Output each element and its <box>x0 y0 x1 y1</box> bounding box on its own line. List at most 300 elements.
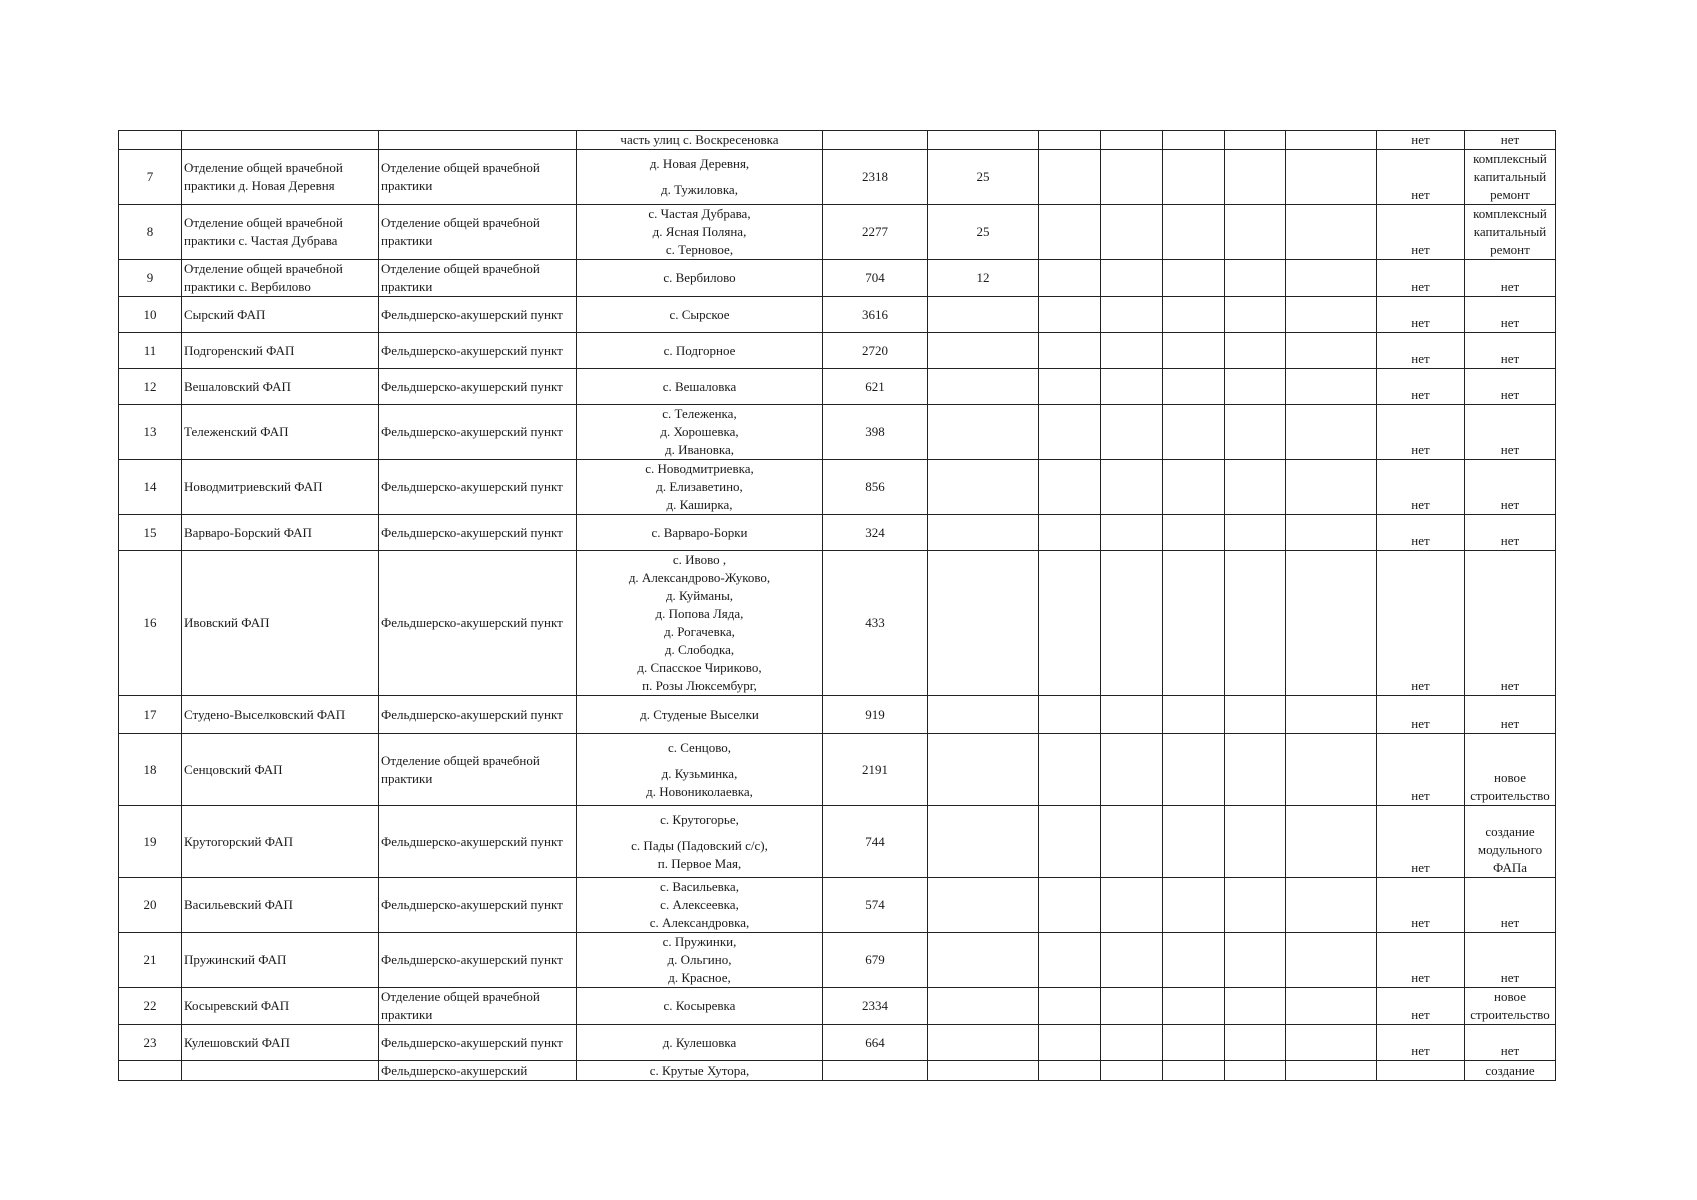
empty-cell <box>1039 369 1101 405</box>
row-number: 11 <box>119 333 182 369</box>
facility-name: Тележенский ФАП <box>182 405 379 460</box>
facility-name: Косыревский ФАП <box>182 988 379 1025</box>
settlement-name: д. Слободка, <box>664 642 735 657</box>
beds-count <box>928 1025 1039 1061</box>
planned-action <box>1465 460 1556 515</box>
empty-cell <box>1286 260 1377 297</box>
empty-cell <box>1101 205 1163 260</box>
settlement-name: с. Сенцово, <box>667 739 732 755</box>
table-row <box>119 933 1556 988</box>
facility-type: Фельдшерско-акушерский пункт <box>379 878 577 933</box>
beds-count <box>928 696 1039 734</box>
settlement-name: д. Хорошевка, <box>660 424 739 439</box>
table-row <box>119 260 1556 297</box>
planned-action <box>1465 515 1556 551</box>
table-row <box>119 131 1556 150</box>
empty-cell <box>1101 551 1163 696</box>
settlement-name: с. Частая Дубрава, <box>648 206 751 221</box>
beds-count <box>928 1061 1039 1081</box>
empty-cell <box>1286 205 1377 260</box>
settlements-cell <box>577 878 823 933</box>
empty-cell <box>1101 1061 1163 1081</box>
empty-cell <box>1225 988 1286 1025</box>
empty-cell <box>1039 297 1101 333</box>
planned-action-line: ремонт <box>1490 187 1530 202</box>
row-number: 18 <box>119 734 182 806</box>
empty-cell <box>1286 1025 1377 1061</box>
empty-cell <box>1225 551 1286 696</box>
empty-cell <box>1039 933 1101 988</box>
facility-name <box>182 1061 379 1081</box>
empty-cell <box>1101 806 1163 878</box>
row-number: 14 <box>119 460 182 515</box>
empty-cell <box>1163 131 1225 150</box>
exists-value: нет <box>1377 1025 1465 1061</box>
settlement-name: с. Вешаловка <box>662 378 737 394</box>
empty-cell <box>1225 460 1286 515</box>
population-count: 2720 <box>823 333 928 369</box>
row-number: 7 <box>119 150 182 205</box>
beds-count <box>928 297 1039 333</box>
facility-name: Васильевский ФАП <box>182 878 379 933</box>
empty-cell <box>1225 369 1286 405</box>
row-number: 21 <box>119 933 182 988</box>
empty-cell <box>1163 696 1225 734</box>
empty-cell <box>1039 150 1101 205</box>
settlement-name: д. Тужиловка, <box>661 182 738 197</box>
empty-cell <box>1225 205 1286 260</box>
planned-action-line: нет <box>1500 497 1520 512</box>
planned-action-line: новое <box>1494 770 1526 785</box>
empty-cell <box>1101 297 1163 333</box>
settlement-name: д. Куйманы, <box>665 588 734 603</box>
facility-name: Отделение общей врачебной практики с. Вербилово <box>182 260 379 297</box>
settlement-name: д. Александрово-Жуково, <box>628 570 771 585</box>
settlement-name: с. Пады (Падовский с/с), <box>631 837 768 853</box>
beds-count: 25 <box>928 150 1039 205</box>
empty-cell <box>1286 515 1377 551</box>
table-row <box>119 1025 1556 1061</box>
facility-type: Фельдшерско-акушерский пункт <box>379 460 577 515</box>
empty-cell <box>1101 1025 1163 1061</box>
population-count: 704 <box>823 260 928 297</box>
settlement-name: с. Тележенка, <box>662 406 737 421</box>
population-count: 574 <box>823 878 928 933</box>
beds-count <box>928 131 1039 150</box>
table-body <box>119 131 1556 1081</box>
population-count: 919 <box>823 696 928 734</box>
empty-cell <box>1163 988 1225 1025</box>
empty-cell <box>1286 551 1377 696</box>
empty-cell <box>1101 988 1163 1025</box>
empty-cell <box>1163 460 1225 515</box>
table-row <box>119 696 1556 734</box>
beds-count: 12 <box>928 260 1039 297</box>
planned-action-line: нет <box>1500 315 1520 330</box>
beds-count <box>928 333 1039 369</box>
empty-cell <box>1163 297 1225 333</box>
table-row <box>119 333 1556 369</box>
table-row <box>119 205 1556 260</box>
population-count: 2318 <box>823 150 928 205</box>
empty-cell <box>1101 933 1163 988</box>
settlements-cell <box>577 696 823 734</box>
facility-name: Варваро-Борский ФАП <box>182 515 379 551</box>
empty-cell <box>1039 515 1101 551</box>
exists-value: нет <box>1377 205 1465 260</box>
empty-cell <box>1101 369 1163 405</box>
population-count: 664 <box>823 1025 928 1061</box>
planned-action <box>1465 297 1556 333</box>
settlement-name: д. Новониколаевка, <box>646 783 753 799</box>
facility-type: Фельдшерско-акушерский пункт <box>379 515 577 551</box>
planned-action-line: нет <box>1500 442 1520 457</box>
empty-cell <box>1225 878 1286 933</box>
row-number <box>119 1061 182 1081</box>
row-number <box>119 131 182 150</box>
empty-cell <box>1101 150 1163 205</box>
settlement-name: с. Александровка, <box>649 915 750 930</box>
planned-action-line: нет <box>1500 716 1520 731</box>
empty-cell <box>1039 333 1101 369</box>
planned-action <box>1465 405 1556 460</box>
facility-type: Отделение общей врачебной практики <box>379 205 577 260</box>
planned-action-line: строительство <box>1470 1007 1550 1022</box>
planned-action-line: новое <box>1494 989 1526 1004</box>
page-bottom-margin <box>0 1082 1697 1200</box>
settlements-cell <box>577 988 823 1025</box>
row-number: 8 <box>119 205 182 260</box>
facility-name: Отделение общей врачебной практики с. Частая Дубрава <box>182 205 379 260</box>
planned-action-line: капитальный <box>1473 224 1547 239</box>
facility-name: Сырский ФАП <box>182 297 379 333</box>
settlements-cell <box>577 515 823 551</box>
settlement-name: д. Новая Деревня, <box>649 156 750 171</box>
planned-action <box>1465 205 1556 260</box>
beds-count: 25 <box>928 205 1039 260</box>
exists-value: нет <box>1377 369 1465 405</box>
facility-type <box>379 131 577 150</box>
planned-action-line: нет <box>1500 351 1520 366</box>
facility-name: Пружинский ФАП <box>182 933 379 988</box>
row-number: 22 <box>119 988 182 1025</box>
facility-type: Фельдшерско-акушерский пункт <box>379 806 577 878</box>
empty-cell <box>1286 369 1377 405</box>
empty-cell <box>1101 131 1163 150</box>
settlement-name: д. Рогачевка, <box>664 624 735 639</box>
population-count: 856 <box>823 460 928 515</box>
empty-cell <box>1286 131 1377 150</box>
empty-cell <box>1225 297 1286 333</box>
settlement-name: с. Варваро-Борки <box>651 524 748 540</box>
empty-cell <box>1163 515 1225 551</box>
beds-count <box>928 460 1039 515</box>
planned-action-line: комплексный <box>1473 206 1547 221</box>
empty-cell <box>1163 933 1225 988</box>
settlement-name: с. Подгорное <box>663 342 736 358</box>
facility-type: Фельдшерско-акушерский пункт <box>379 551 577 696</box>
facility-name: Сенцовский ФАП <box>182 734 379 806</box>
beds-count <box>928 806 1039 878</box>
empty-cell <box>1286 150 1377 205</box>
planned-action-line: строительство <box>1470 788 1550 803</box>
table-row <box>119 988 1556 1025</box>
empty-cell <box>1101 405 1163 460</box>
exists-value: нет <box>1377 460 1465 515</box>
settlement-name: д. Попова Ляда, <box>655 606 744 621</box>
empty-cell <box>1286 333 1377 369</box>
settlements-cell <box>577 734 823 806</box>
empty-cell <box>1225 933 1286 988</box>
beds-count <box>928 988 1039 1025</box>
beds-count <box>928 515 1039 551</box>
exists-value: нет <box>1377 405 1465 460</box>
table-row <box>119 806 1556 878</box>
exists-value: нет <box>1377 551 1465 696</box>
empty-cell <box>1225 131 1286 150</box>
exists-value: нет <box>1377 806 1465 878</box>
empty-cell <box>1163 260 1225 297</box>
row-number: 10 <box>119 297 182 333</box>
planned-action <box>1465 696 1556 734</box>
settlements-cell <box>577 297 823 333</box>
empty-cell <box>1163 734 1225 806</box>
exists-value: нет <box>1377 734 1465 806</box>
settlements-cell <box>577 150 823 205</box>
settlement-name: п. Розы Люксембург, <box>642 678 757 693</box>
population-count: 324 <box>823 515 928 551</box>
row-number: 13 <box>119 405 182 460</box>
planned-action <box>1465 150 1556 205</box>
empty-cell <box>1039 806 1101 878</box>
empty-cell <box>1225 696 1286 734</box>
population-count: 433 <box>823 551 928 696</box>
row-number: 15 <box>119 515 182 551</box>
row-number: 23 <box>119 1025 182 1061</box>
empty-cell <box>1163 333 1225 369</box>
empty-cell <box>1039 460 1101 515</box>
table-row <box>119 878 1556 933</box>
settlement-name: с. Крутогорье, <box>660 811 739 827</box>
beds-count <box>928 405 1039 460</box>
settlement-name: д. Кузьминка, <box>661 765 738 781</box>
planned-action-line: создание <box>1485 1063 1535 1078</box>
population-count: 2277 <box>823 205 928 260</box>
facility-type: Отделение общей врачебной практики <box>379 988 577 1025</box>
empty-cell <box>1163 551 1225 696</box>
empty-cell <box>1039 734 1101 806</box>
exists-value: нет <box>1377 297 1465 333</box>
beds-count <box>928 878 1039 933</box>
empty-cell <box>1225 150 1286 205</box>
settlement-name: п. Первое Мая, <box>657 855 742 871</box>
empty-cell <box>1163 1025 1225 1061</box>
settlement-name: с. Пружинки, <box>662 934 737 949</box>
settlements-cell <box>577 1025 823 1061</box>
beds-count <box>928 551 1039 696</box>
exists-value: нет <box>1377 696 1465 734</box>
planned-action-line: нет <box>1500 132 1520 147</box>
empty-cell <box>1039 696 1101 734</box>
empty-cell <box>1039 260 1101 297</box>
empty-cell <box>1039 988 1101 1025</box>
facility-type: Отделение общей врачебной практики <box>379 150 577 205</box>
planned-action <box>1465 988 1556 1025</box>
settlements-cell <box>577 460 823 515</box>
empty-cell <box>1286 405 1377 460</box>
settlement-name: с. Терновое, <box>665 242 734 257</box>
table-row <box>119 297 1556 333</box>
settlement-name: д. Ясная Поляна, <box>652 224 747 239</box>
settlement-name: д. Ивановка, <box>665 442 734 457</box>
settlement-name: д. Красное, <box>668 970 731 985</box>
population-count <box>823 131 928 150</box>
population-count: 679 <box>823 933 928 988</box>
table-row <box>119 150 1556 205</box>
facility-type: Отделение общей врачебной практики <box>379 734 577 806</box>
table-row <box>119 1061 1556 1081</box>
planned-action <box>1465 1061 1556 1081</box>
empty-cell <box>1101 260 1163 297</box>
settlements-cell <box>577 806 823 878</box>
planned-action-line: нет <box>1500 678 1520 693</box>
beds-count <box>928 369 1039 405</box>
empty-cell <box>1039 878 1101 933</box>
exists-value: нет <box>1377 878 1465 933</box>
empty-cell <box>1101 734 1163 806</box>
settlement-name: часть улиц с. Воскресеновка <box>620 132 779 147</box>
planned-action <box>1465 260 1556 297</box>
facility-type: Фельдшерско-акушерский пункт <box>379 333 577 369</box>
planned-action <box>1465 1025 1556 1061</box>
table-row <box>119 460 1556 515</box>
empty-cell <box>1225 333 1286 369</box>
empty-cell <box>1101 878 1163 933</box>
exists-value: нет <box>1377 150 1465 205</box>
facility-type: Отделение общей врачебной практики <box>379 260 577 297</box>
empty-cell <box>1101 515 1163 551</box>
empty-cell <box>1163 405 1225 460</box>
planned-action-line: создание <box>1485 824 1535 839</box>
empty-cell <box>1101 333 1163 369</box>
facility-name: Крутогорский ФАП <box>182 806 379 878</box>
settlement-name: с. Алексеевка, <box>660 897 739 912</box>
planned-action-line: ФАПа <box>1493 860 1527 875</box>
population-count: 2191 <box>823 734 928 806</box>
empty-cell <box>1286 878 1377 933</box>
population-count <box>823 1061 928 1081</box>
empty-cell <box>1163 806 1225 878</box>
settlements-cell <box>577 1061 823 1081</box>
empty-cell <box>1225 806 1286 878</box>
population-count: 398 <box>823 405 928 460</box>
settlement-name: д. Ольгино, <box>667 952 732 967</box>
settlement-name: с. Ивово , <box>672 552 727 567</box>
settlement-name: д. Каширка, <box>666 497 733 512</box>
empty-cell <box>1039 1061 1101 1081</box>
planned-action-line: нет <box>1500 915 1520 930</box>
settlement-name: с. Крутые Хутора, <box>649 1062 750 1078</box>
exists-value: нет <box>1377 988 1465 1025</box>
settlement-name: с. Васильевка, <box>660 879 739 894</box>
settlement-name: с. Сырское <box>669 306 730 322</box>
empty-cell <box>1286 988 1377 1025</box>
empty-cell <box>1163 1061 1225 1081</box>
exists-value <box>1377 1061 1465 1081</box>
planned-action <box>1465 806 1556 878</box>
beds-count <box>928 734 1039 806</box>
table-row <box>119 369 1556 405</box>
settlements-cell <box>577 205 823 260</box>
settlement-name: с. Косыревка <box>663 998 736 1013</box>
exists-value: нет <box>1377 131 1465 150</box>
facility-name: Отделение общей врачебной практики д. Новая Деревня <box>182 150 379 205</box>
empty-cell <box>1039 405 1101 460</box>
exists-value: нет <box>1377 515 1465 551</box>
planned-action <box>1465 933 1556 988</box>
planned-action-line: ремонт <box>1490 242 1530 257</box>
empty-cell <box>1286 696 1377 734</box>
empty-cell <box>1225 260 1286 297</box>
facility-type: Фельдшерско-акушерский пункт <box>379 297 577 333</box>
empty-cell <box>1225 734 1286 806</box>
planned-action-line: нет <box>1500 387 1520 402</box>
empty-cell <box>1286 806 1377 878</box>
empty-cell <box>1101 696 1163 734</box>
empty-cell <box>1163 150 1225 205</box>
population-count: 621 <box>823 369 928 405</box>
planned-action-line: нет <box>1500 970 1520 985</box>
table-row <box>119 734 1556 806</box>
empty-cell <box>1225 405 1286 460</box>
row-number: 16 <box>119 551 182 696</box>
empty-cell <box>1039 131 1101 150</box>
empty-cell <box>1225 515 1286 551</box>
empty-cell <box>1039 1025 1101 1061</box>
settlement-name: с. Новодмитриевка, <box>645 461 754 476</box>
row-number: 17 <box>119 696 182 734</box>
facility-name <box>182 131 379 150</box>
exists-value: нет <box>1377 260 1465 297</box>
empty-cell <box>1286 1061 1377 1081</box>
planned-action <box>1465 878 1556 933</box>
planned-action <box>1465 333 1556 369</box>
empty-cell <box>1286 297 1377 333</box>
planned-action <box>1465 734 1556 806</box>
settlement-name: д. Студеные Выселки <box>640 706 759 722</box>
settlements-cell <box>577 551 823 696</box>
table-row <box>119 405 1556 460</box>
planned-action <box>1465 369 1556 405</box>
facilities-table <box>118 130 1556 1081</box>
planned-action-line: комплексный <box>1473 151 1547 166</box>
settlements-cell <box>577 405 823 460</box>
facility-type: Фельдшерско-акушерский пункт <box>379 405 577 460</box>
planned-action-line: нет <box>1500 1043 1520 1058</box>
population-count: 3616 <box>823 297 928 333</box>
planned-action <box>1465 551 1556 696</box>
population-count: 744 <box>823 806 928 878</box>
facility-name: Кулешовский ФАП <box>182 1025 379 1061</box>
row-number: 12 <box>119 369 182 405</box>
settlement-name: д. Спасское Чириково, <box>637 660 762 675</box>
empty-cell <box>1286 933 1377 988</box>
settlement-name: д. Елизаветино, <box>656 479 743 494</box>
planned-action-line: модульного <box>1477 842 1543 857</box>
table-row <box>119 515 1556 551</box>
empty-cell <box>1163 878 1225 933</box>
settlements-cell <box>577 260 823 297</box>
